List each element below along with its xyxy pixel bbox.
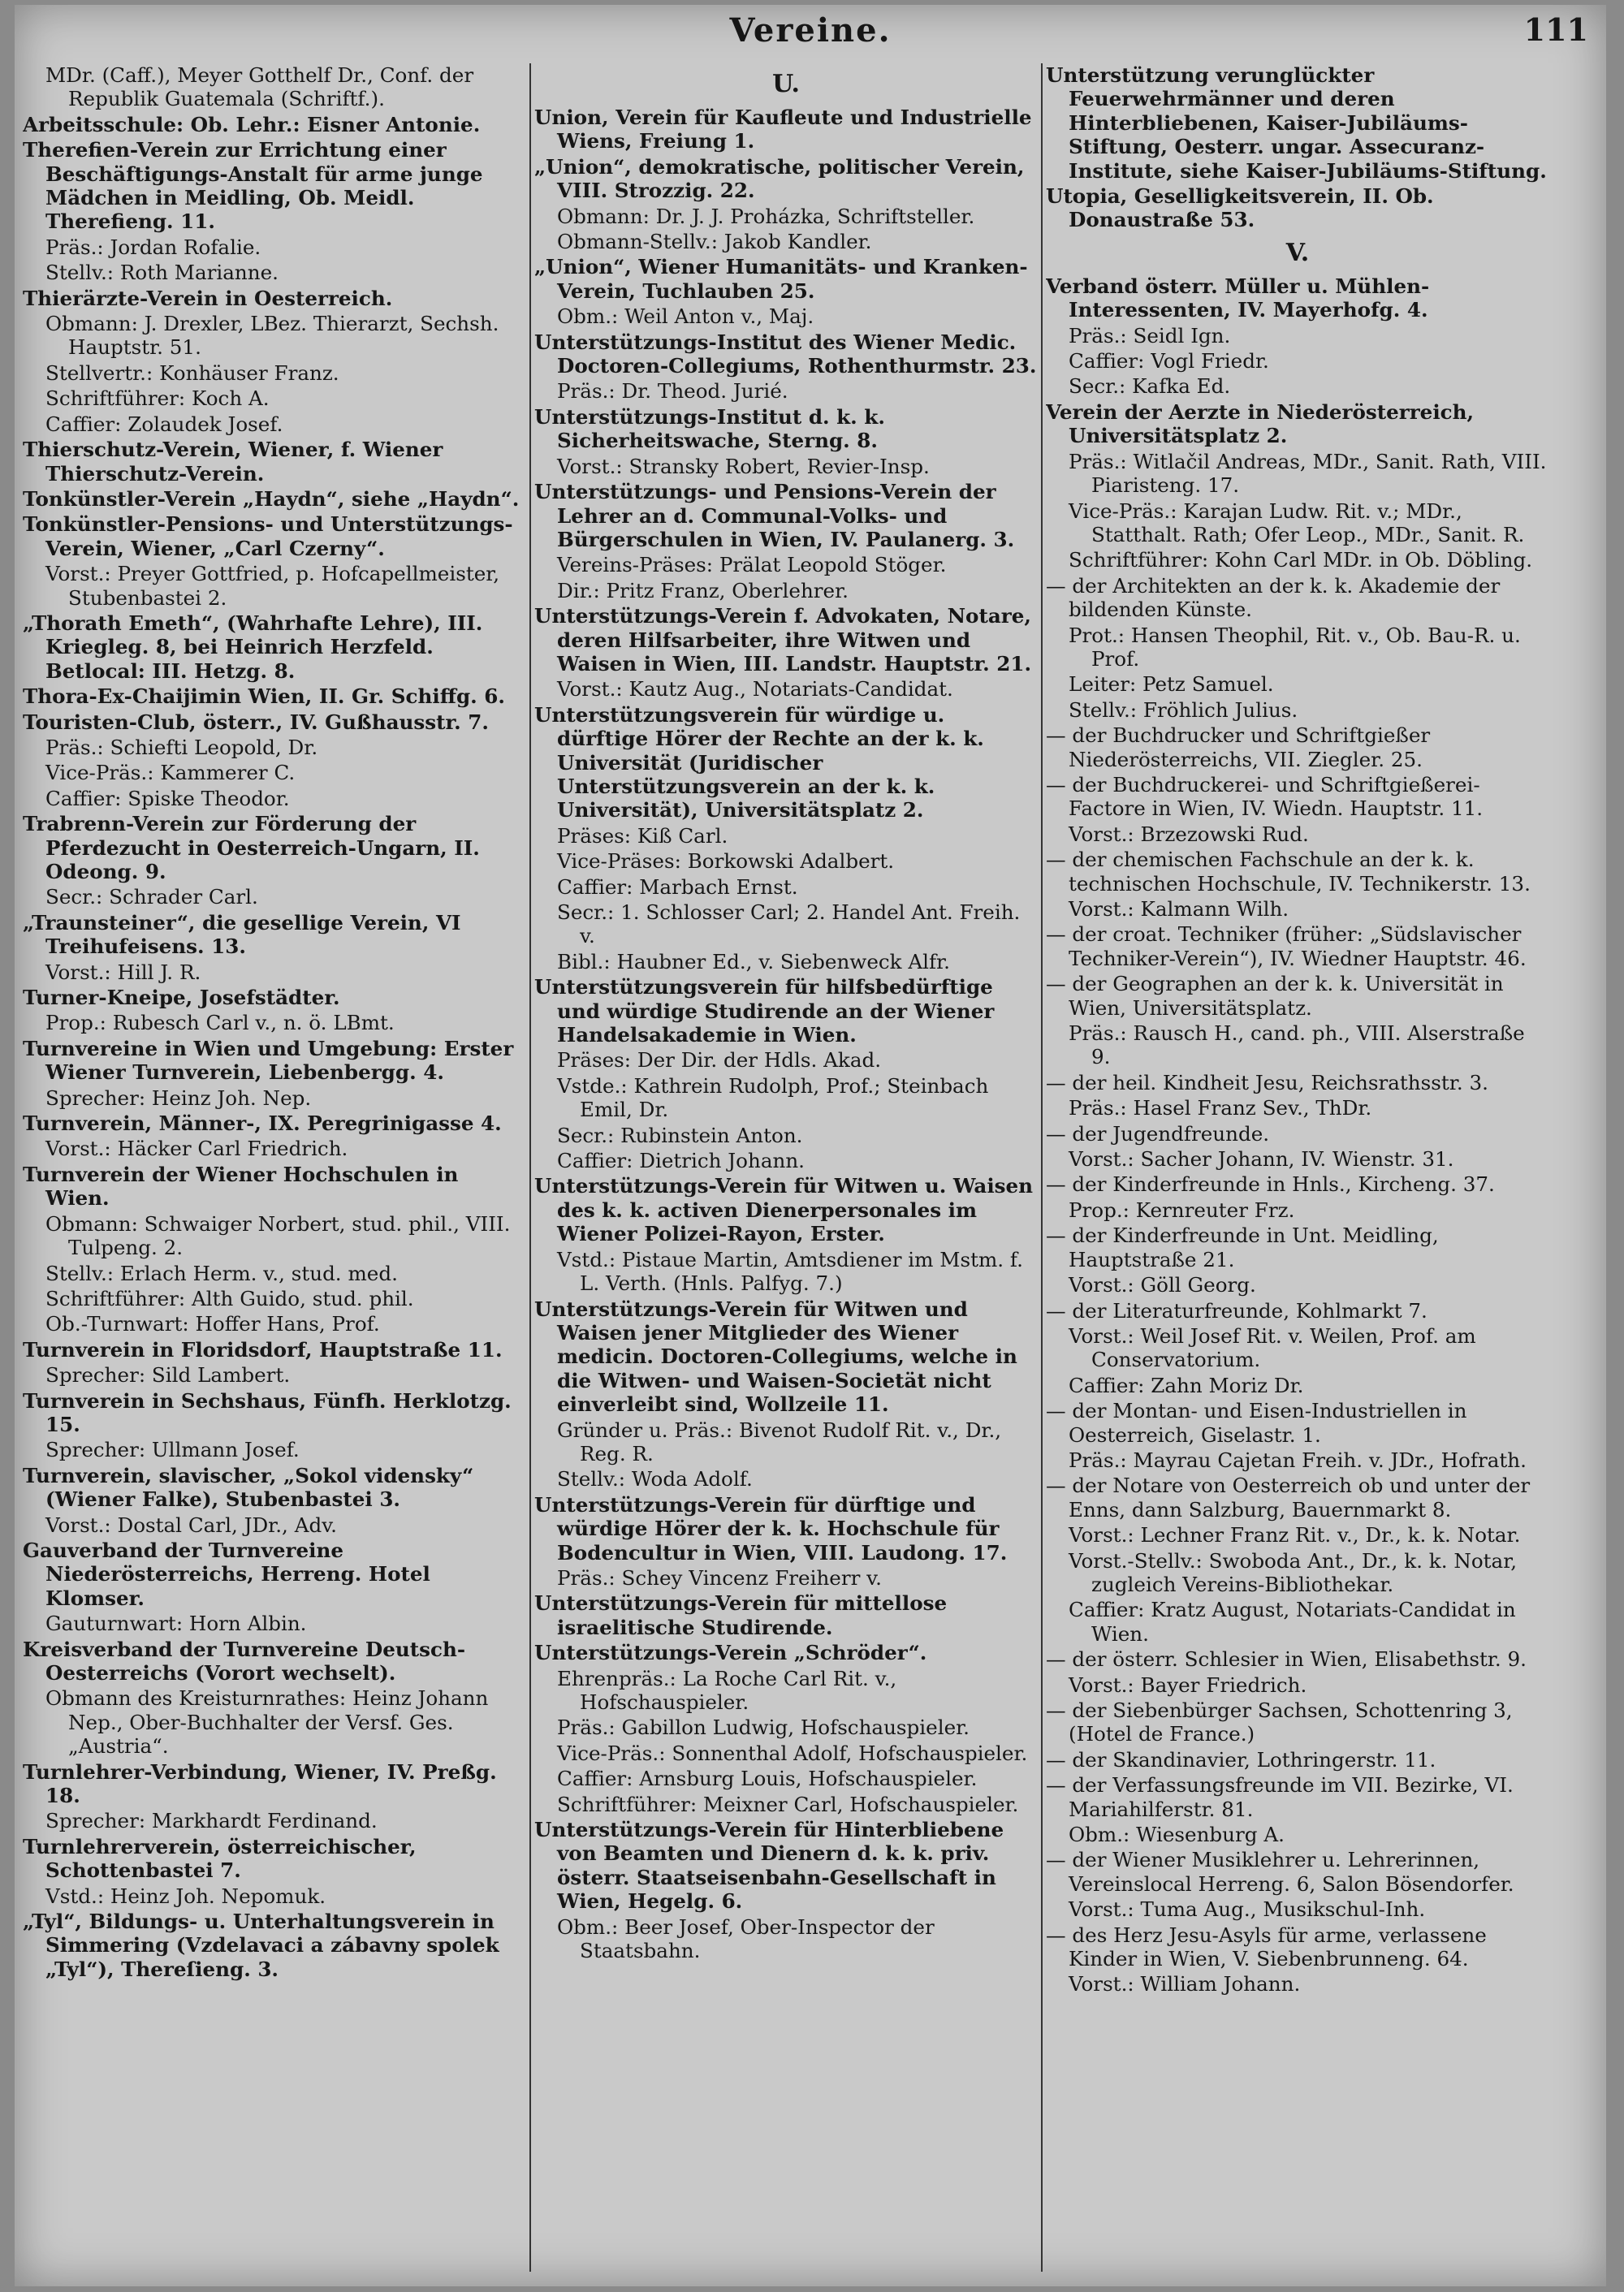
entry-association: — der Geographen an der k. k. Universität in Wien, Universitätsplatz. (1046, 972, 1504, 1020)
entry-association: Turnverein, Männer-, IX. Peregrinigasse 4. (23, 1111, 502, 1136)
entry-association: — der Architekten an der k. k. Akademie der bildenden Künste. (1046, 573, 1501, 622)
entry-member: Stellv.: Roth Marianne. (45, 261, 279, 285)
entry-member: Prop.: Kernreuter Frz. (1069, 1198, 1295, 1222)
entry-member: Caffier: Arnsburg Louis, Hofschauspieler. (557, 1767, 978, 1791)
entry-member: Obm.: Beer Josef, Ober-Inspector der Staatsbahn. (557, 1914, 935, 1963)
entry-member: Präs.: Jordan Rofalie. (45, 235, 261, 259)
section-letter: U. (772, 70, 800, 98)
entry-association: Turnlehrerverein, österreichischer, Schottenbastei 7. (23, 1834, 417, 1883)
entry-member: Obmann: Schwaiger Norbert, stud. phil., VIII. Tulpeng. 2. (45, 1211, 511, 1260)
entry-association: Thierschutz-Verein, Wiener, f. Wiener Thierschutz-Verein. (23, 438, 443, 486)
entry-member: Obmann: Dr. J. J. Proházka, Schriftsteller. (557, 204, 975, 228)
entry-member: Vice-Präs.: Karajan Ludw. Rit. v.; MDr., Statthalt. Rath; Ofer Leop., MDr., Sanit. R. (1069, 499, 1525, 546)
entry-association: Thora-Ex-Chaijimin Wien, II. Gr. Schiffg. 6. (23, 684, 505, 709)
entry-association: Turner-Kneipe, Josefstädter. (23, 986, 340, 1010)
page-number: 111 (1523, 11, 1588, 48)
entry-member: Bibl.: Haubner Ed., v. Siebenweck Alfr. (557, 949, 950, 973)
entry-member: Vorst.-Stellv.: Swoboda Ant., Dr., k. k. Notar, zugleich Vereins-Bibliothekar. (1069, 1548, 1518, 1596)
entry-member: Präs.: Rausch H., cand. ph., VIII. Alserstraße 9. (1069, 1021, 1525, 1069)
entry-member: Vorst.: Sacher Johann, IV. Wienstr. 31. (1069, 1147, 1454, 1172)
entry-member: Vorst.: Dostal Carl, JDr., Adv. (45, 1513, 337, 1537)
entry-member: Vorst.: William Johann. (1069, 1972, 1301, 1996)
column-divider (529, 63, 531, 2272)
column-2 (534, 63, 1038, 2272)
entry-member: Vice-Präs.: Sonnenthal Adolf, Hofschauspieler. (557, 1741, 1028, 1765)
entry-association: Unterstützung verunglückter Feuerwehrmänner und deren Hinterbliebenen, Kaiser-Jubiläums-Stiftung, Oesterr. ungar. Assecuranz-Institute, siehe Kaiser-Jubiläums-Stiftung. (1046, 63, 1547, 183)
entry-association: — des Herz Jesu-Asyls für arme, verlassene Kinder in Wien, V. Siebenbrunneng. 64. (1046, 1923, 1487, 1971)
entry-association: Unterstützungsverein für hilfsbedürftige und würdige Studirende an der Wiener Handelsakademie in Wien. (534, 975, 995, 1047)
entry-member: Obmann: J. Drexler, LBez. Thierarzt, Sechsh. Hauptstr. 51. (45, 312, 499, 360)
entry-association: Kreisverband der Turnvereine Deutsch-Oesterreichs (Vorort wechselt). (23, 1637, 466, 1685)
entry-member: Vorst.: Häcker Carl Friedrich. (45, 1137, 348, 1161)
entry-member: Sprecher: Markhardt Ferdinand. (45, 1809, 378, 1833)
column-divider (1041, 63, 1043, 2272)
entry-member: Prop.: Rubesch Carl v., n. ö. LBmt. (45, 1011, 395, 1035)
entry-association: Unterstützungsverein für würdige u. dürftige Hörer der Rechte an der k. k. Universität (Juridischer Unterstützungsverein an der k. k. Universität), Universitätsplatz 2. (534, 702, 984, 822)
entry-association: Turnverein in Floridsdorf, Hauptstraße 11. (23, 1337, 503, 1362)
entry-association: — der Montan- und Eisen-Industriellen in Oesterreich, Giselastr. 1. (1046, 1399, 1467, 1447)
entry-member: Ehrenpräs.: La Roche Carl Rit. v., Hofschauspieler. (557, 1666, 897, 1714)
entry-member: Präs.: Schey Vincenz Freiherr v. (557, 1565, 882, 1590)
entry-member: Stellv.: Erlach Herm. v., stud. med. (45, 1261, 398, 1285)
entry-member: Präs.: Seidl Ign. (1069, 323, 1231, 347)
entry-member: Vice-Präses: Borkowski Adalbert. (557, 849, 895, 874)
entry-association: Unterstützungs- und Pensions-Verein der Lehrer an d. Communal-Volks- und Bürgerschulen in Wien, IV. Paulanerg. 3. (534, 480, 1015, 551)
entry-association: „Traunsteiner“, die gesellige Verein, VI Treihufeisens. 13. (23, 910, 461, 959)
entry-association: Tonkünstler-Pensions- und Unterstützungs-Verein, Wiener, „Carl Czerny“. (23, 512, 513, 560)
entry-member: Vorst.: Kalmann Wilh. (1069, 897, 1289, 921)
page-title: Vereine. (729, 11, 892, 50)
entry-member: Gauturnwart: Horn Albin. (45, 1612, 307, 1636)
entry-member: Secr.: Schrader Carl. (45, 885, 258, 909)
entry-association: Turnlehrer-Verbindung, Wiener, IV. Preßg. 18. (23, 1759, 497, 1808)
entry-association: Turnverein der Wiener Hochschulen in Wien. (23, 1162, 459, 1211)
entry-association: „Thorath Emeth“, (Wahrhafte Lehre), III. Kriegleg. 8, bei Heinrich Herzfeld. Betlocal: III. Hetzg. 8. (23, 611, 483, 683)
entry-association: — der Kinderfreunde in Hnls., Kircheng. 37. (1046, 1172, 1495, 1197)
entry-association: Verband österr. Müller u. Mühlen-Interessenten, IV. Mayerhofg. 4. (1046, 274, 1430, 322)
entry-member: Vorst.: Brzezowski Rud. (1069, 822, 1309, 846)
entry-member: Schriftführer: Alth Guido, stud. phil. (45, 1286, 414, 1310)
entry-member: Sprecher: Heinz Joh. Nep. (45, 1086, 312, 1110)
entry-association: — der Notare von Oesterreich ob und unter der Enns, dann Salzburg, Bauernmarkt 8. (1046, 1474, 1531, 1522)
entry-member: Vice-Präs.: Kammerer C. (45, 761, 296, 785)
entry-association: — der Skandinavier, Lothringerstr. 11. (1046, 1747, 1436, 1772)
entry-member: Präs.: Mayrau Cajetan Freih. v. JDr., Hofrath. (1069, 1448, 1527, 1472)
entry-member: Vorst.: Preyer Gottfried, p. Hofcapellmeister, Stubenbastei 2. (45, 562, 500, 610)
section-letter: V. (1285, 238, 1310, 267)
entry-association: Unterstützungs-Verein für mittellose israelitische Studirende. (534, 1591, 948, 1639)
column-1 (23, 63, 526, 2272)
entry-member: Obmann des Kreisturnrathes: Heinz Johann Nep., Ober-Buchhalter der Versf. Ges. „Austria“. (45, 1686, 489, 1759)
entry-member: Vorst.: Kautz Aug., Notariats-Candidat. (557, 677, 953, 701)
entry-member: Präses: Kiß Carl. (557, 823, 728, 848)
column-3 (1046, 63, 1549, 2272)
entry-member: Obm.: Weil Anton v., Maj. (557, 304, 814, 329)
entry-member: Vstd.: Pistaue Martin, Amtsdiener im Mstm. f. L. Verth. (Hnls. Palfyg. 7.) (557, 1247, 1023, 1296)
entry-association: Therefien-Verein zur Errichtung einer Beschäftigungs-Anstalt für arme junge Mädchen in Meidling, Ob. Meidl. Therefieng. 11. (23, 138, 483, 234)
entry-association: Union, Verein für Kaufleute und Industrielle Wiens, Freiung 1. (534, 106, 1032, 153)
entry-member: Caffier: Marbach Ernst. (557, 874, 798, 899)
entry-member: Caffier: Dietrich Johann. (557, 1149, 805, 1173)
entry-association: „Tyl“, Bildungs- u. Unterhaltungsverein in Simmering (Vzdelavaci a zábavny spolek „Tyl“), Thereſieng. 3. (23, 1910, 499, 1981)
entry-member: Präses: Der Dir. der Hdls. Akad. (557, 1048, 882, 1073)
entry-member: Secr.: 1. Schlosser Carl; 2. Handel Ant. Freih. v. (557, 900, 1021, 948)
entry-association: Trabrenn-Verein zur Förderung der Pferdezucht in Oesterreich-Ungarn, II. Odeong. 9. (23, 812, 480, 883)
entry-association: — der österr. Schlesier in Wien, Elisabethstr. 9. (1046, 1647, 1527, 1672)
entry-association: — der Wiener Musiklehrer u. Lehrerinnen, Vereinslocal Herreng. 6, Salon Bösendorfer. (1046, 1848, 1514, 1896)
entry-association: Tonkünstler-Verein „Haydn“, siehe „Haydn“. (23, 486, 520, 511)
entry-association: Touristen-Club, österr., IV. Gußhausstr. 7. (23, 710, 489, 734)
entry-member: Dir.: Pritz Franz, Oberlehrer. (557, 578, 849, 602)
entry-association: Unterstützungs-Institut des Wiener Medic. Doctoren-Collegiums, Rothenthurmstr. 23. (534, 330, 1037, 378)
entry-member: Obm.: Wiesenburg A. (1069, 1823, 1285, 1847)
entry-member: Secr.: Kafka Ed. (1069, 374, 1231, 399)
entry-association: — der Siebenbürger Sachsen, Schottenring 3, (Hotel de France.) (1046, 1698, 1513, 1746)
entry-member: Vorst.: Stransky Robert, Revier-Insp. (557, 454, 930, 478)
entry-association: Turnvereine in Wien und Umgebung: Erster Wiener Turnverein, Liebenbergg. 4. (23, 1036, 514, 1085)
entry-member: Präs.: Schiefti Leopold, Dr. (45, 735, 318, 759)
entry-member: Vstd.: Heinz Joh. Nepomuk. (45, 1884, 326, 1908)
entry-member: Präs.: Hasel Franz Sev., ThDr. (1069, 1096, 1372, 1120)
entry-association: Unterstützungs-Verein für Hinterbliebene von Beamten und Dienern d. k. k. priv. österr. Staatseisenbahn-Gesellschaft in Wien, Hegelg. 6. (534, 1818, 1004, 1914)
entry-member: Vorst.: Bayer Friedrich. (1069, 1673, 1307, 1697)
entry-association: „Union“, Wiener Humanitäts- und Kranken-Verein, Tuchlauben 25. (534, 255, 1028, 303)
entry-association: — der heil. Kindheit Jesu, Reichsrathsstr. 3. (1046, 1070, 1488, 1094)
entry-member: Vorst.: Weil Josef Rit. v. Weilen, Prof. am Conservatorium. (1069, 1323, 1476, 1372)
entry-member: Caffier: Zolaudek Josef. (45, 412, 283, 436)
entry-member: Präs.: Dr. Theod. Jurié. (557, 379, 788, 404)
entry-association: — der Jugendfreunde. (1046, 1121, 1270, 1146)
entry-association: — der Literaturfreunde, Kohlmarkt 7. (1046, 1298, 1427, 1323)
entry-member: Caffier: Vogl Friedr. (1069, 349, 1269, 373)
entry-association: — der Kinderfreunde in Unt. Meidling, Hauptstraße 21. (1046, 1224, 1439, 1271)
entry-association: Utopia, Geselligkeitsverein, II. Ob. Donaustraße 53. (1046, 184, 1434, 232)
page (15, 5, 1606, 2286)
entry-member: Vorst.: Lechner Franz Rit. v., Dr., k. k. Notar. (1069, 1523, 1521, 1547)
entry-member: Schriftführer: Kohn Carl MDr. in Ob. Döbling. (1069, 548, 1533, 572)
entry-member: Caffier: Kratz August, Notariats-Candidat in Wien. (1069, 1598, 1516, 1646)
entry-member: Leiter: Petz Samuel. (1069, 672, 1274, 697)
entry-association: — der chemischen Fachschule an der k. k. technischen Hochschule, IV. Technikerstr. 13. (1046, 848, 1531, 896)
entry-member: Vorst.: Hill J. R. (45, 960, 201, 984)
page-header (15, 5, 1606, 62)
entry-member: Prot.: Hansen Theophil, Rit. v., Ob. Bau-R. u. Prof. (1069, 623, 1521, 671)
entry-association: Turnverein in Sechshaus, Fünfh. Herklotzg. 15. (23, 1388, 512, 1436)
entry-association: Thierärzte-Verein in Oesterreich. (23, 286, 393, 310)
entry-association: Unterstützungs-Verein „Schröder“. (534, 1641, 927, 1665)
entry-member: Caffier: Spiske Theodor. (45, 786, 290, 810)
entry-member: Präs.: Witlačil Andreas, MDr., Sanit. Rath, VIII. Piaristeng. 17. (1069, 449, 1547, 498)
entry-association: Unterstützungs-Institut d. k. k. Sicherheitswache, Sterng. 8. (534, 404, 885, 453)
entry-association: Unterstützungs-Verein für dürftige und würdige Hörer der k. k. Hochschule für Bodencultur in Wien, VIII. Laudong. 17. (534, 1492, 1008, 1565)
entry-association: Unterstützungs-Verein für Witwen und Waisen jener Mitglieder des Wiener medicin. Doctoren-Collegiums, welche in die Witwen- und Waisen-Societät nicht einverleibt sind, Wollzeile 11. (534, 1297, 1017, 1417)
entry-association: Turnverein, slavischer, „Sokol vidensky“ (Wiener Falke), Stubenbastei 3. (23, 1463, 474, 1512)
entry-member: Stellv.: Woda Adolf. (557, 1467, 753, 1491)
entry-association: Verein der Aerzte in Niederösterreich, Universitätsplatz 2. (1046, 399, 1475, 448)
entry-member: Ob.-Turnwart: Hoffer Hans, Prof. (45, 1312, 380, 1336)
entry-association: „Union“, demokratische, politischer Verein, VIII. Strozzig. 22. (534, 154, 1025, 203)
entry-member: Secr.: Rubinstein Anton. (557, 1123, 803, 1147)
entry-member: Gründer u. Präs.: Bivenot Rudolf Rit. v., Dr., Reg. R. (557, 1418, 1002, 1465)
entry-member: Stellv.: Fröhlich Julius. (1069, 697, 1298, 722)
entry-member: Sprecher: Ullmann Josef. (45, 1438, 300, 1462)
entry-member: Caffier: Zahn Moriz Dr. (1069, 1373, 1304, 1397)
entry-member: Sprecher: Sild Lambert. (45, 1363, 291, 1388)
entry-member: Vereins-Präses: Prälat Leopold Stöger. (557, 553, 947, 577)
entry-member: Vstde.: Kathrein Rudolph, Prof.; Steinbach Emil, Dr. (557, 1073, 989, 1122)
entry-association: — der Buchdrucker und Schriftgießer Niederösterreichs, VII. Ziegler. 25. (1046, 723, 1431, 771)
entry-association: Gauverband der Turnvereine Niederösterreichs, Herreng. Hotel Klomser. (23, 1538, 430, 1610)
entry-association: Unterstützungs-Verein f. Advokaten, Notare, deren Hilfsarbeiter, ihre Witwen und Waisen in Wien, III. Landstr. Hauptstr. 21. (534, 604, 1032, 676)
entry-member: Vorst.: Tuma Aug., Musikschul-Inh. (1069, 1897, 1426, 1922)
entry-member: Vorst.: Göll Georg. (1069, 1273, 1256, 1297)
entry-member: Stellvertr.: Konhäuser Franz. (45, 360, 339, 385)
entry-association: Unterstützungs-Verein für Witwen u. Waisen des k. k. activen Dienerpersonales im Wiener Polizei-Rayon, Erster. (534, 1174, 1034, 1246)
entry-association: — der Buchdruckerei- und Schriftgießerei-Factore in Wien, IV. Wiedn. Hauptstr. 11. (1046, 772, 1484, 821)
entry-member: Obmann-Stellv.: Jakob Kandler. (557, 230, 872, 254)
entry-member: MDr. (Caff.), Meyer Gotthelf Dr., Conf. der Republik Guatemala (Schriftf.). (45, 63, 474, 111)
entry-member: Schriftführer: Meixner Carl, Hofschauspieler. (557, 1792, 1019, 1816)
entry-association: — der croat. Techniker (früher: „Südslavischer Techniker-Verein“), IV. Wiedner Hauptstr. 46. (1046, 922, 1527, 970)
entry-member: Schriftführer: Koch A. (45, 386, 270, 411)
entry-association: Arbeitsschule: Ob. Lehr.: Eisner Antonie. (23, 112, 481, 136)
entry-member: Präs.: Gabillon Ludwig, Hofschauspieler. (557, 1716, 970, 1740)
entry-association: — der Verfassungsfreunde im VII. Bezirke, VI. Mariahilferstr. 81. (1046, 1773, 1514, 1821)
